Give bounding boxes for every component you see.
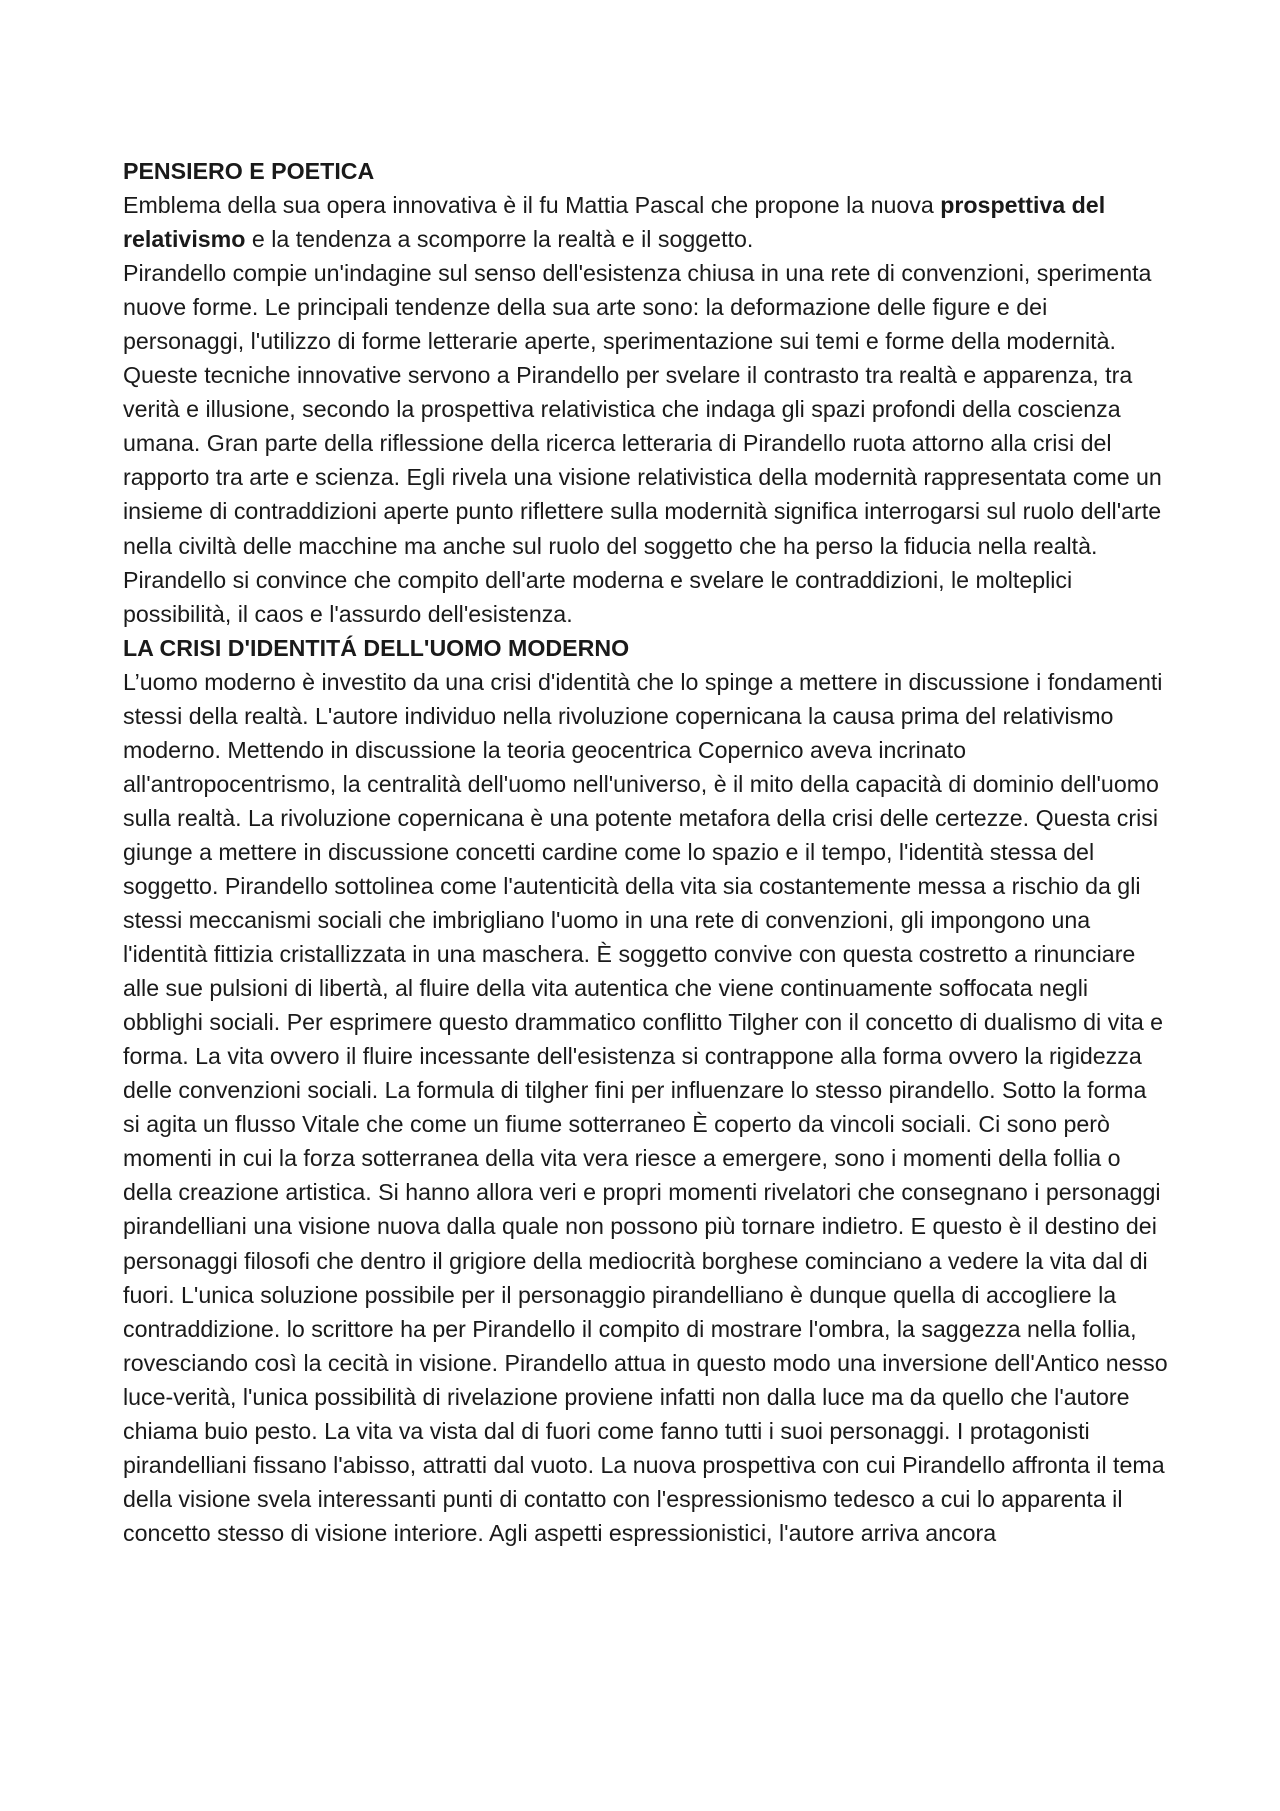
paragraph-emblema	[123, 188, 1168, 256]
paragraph-emblema-end: e la tendenza a scomporre la realtà e il soggetto.	[245, 226, 754, 253]
section-heading-pensiero-e-poetica: PENSIERO E POETICA	[123, 158, 375, 184]
paragraph-pirandello-indagine: Pirandello compie un'indagine sul senso dell'esistenza chiusa in una rete di convenzioni, sperimenta nuove forme. Le principali tendenze della sua arte sono: la deformazione delle figure e dei personaggi, l'utilizzo di forme letterarie aperte, sperimentazione sui temi e forme della modernità. Queste tecniche innovative servono a Pirandello per svelare il contrasto tra realtà e apparenza, tra verità e illusione, secondo la prospettiva relativistica che indaga gli spazi profondi della coscienza umana. Gran parte della riflessione della ricerca letteraria di Pirandello ruota attorno alla crisi del rapporto tra arte e scienza. Egli rivela una visione relativistica della modernità rappresentata come un insieme di contraddizioni aperte punto riflettere sulla modernità significa interrogarsi sul ruolo dell'arte nella civiltà delle macchine ma anche sul ruolo del soggetto che ha perso la fiducia nella realtà. Pirandello si convince che compito dell'arte moderna e svelare le contraddizioni, le molteplici possibilità, il caos e l'assurdo dell'esistenza.	[123, 260, 1162, 627]
bold-prospettiva-relativismo: prospettiva del relativismo	[123, 192, 1106, 253]
paragraph-uomo-moderno: L’uomo moderno è investito da una crisi d'identità che lo spinge a mettere in discussione i fondamenti stessi della realtà. L'autore individuo nella rivoluzione copernicana la causa prima del relativismo moderno. Mettendo in discussione la teoria geocentrica Copernico aveva incrinato all'antropocentrismo, la centralità dell'uomo nell'universo, è il mito della capacità di dominio dell'uomo sulla realtà. La rivoluzione copernicana è una potente metafora della crisi delle certezze. Questa crisi giunge a mettere in discussione concetti cardine come lo spazio e il tempo, l'identità stessa del soggetto. Pirandello sottolinea come l'autenticità della vita sia costantemente messa a rischio da gli stessi meccanismi sociali che imbrigliano l'uomo in una rete di convenzioni, gli impongono una l'identità fittizia cristallizzata in una maschera. È soggetto convive con questa costretto a rinunciare alle sue pulsioni di libertà, al fluire della vita autentica che viene continuamente soffocata negli obblighi sociali. Per esprimere questo drammatico conflitto Tilgher con il concetto di dualismo di vita e forma. La vita ovvero il fluire incessante dell'esistenza si contrappone alla forma ovvero la rigidezza delle convenzioni sociali. La formula di tilgher fini per influenzare lo stesso pirandello. Sotto la forma si agita un flusso Vitale che come un fiume sotterraneo È coperto da vincoli sociali. Ci sono però momenti in cui la forza sotterranea della vita vera riesce a emergere, sono i momenti della follia o della creazione artistica. Si hanno allora veri e propri momenti rivelatori che consegnano i personaggi pirandelliani una visione nuova dalla quale non possono più tornare indietro. E questo è il destino dei personaggi filosofi che dentro il grigiore della mediocrità borghese cominciano a vedere la vita dal di fuori. L'unica soluzione possibile per il personaggio pirandelliano è dunque quella di accogliere la contraddizione. lo scrittore ha per Pirandello il compito di mostrare l'ombra, la saggezza nella follia, rovesciando così la cecità in visione. Pirandello attua in questo modo una inversione dell'Antico nesso luce-verità, l'unica possibilità di rivelazione proviene infatti non dalla luce ma da quello che l'autore chiama buio pesto. La vita va vista dal di fuori come fanno tutti i suoi personaggi. I protagonisti pirandelliani fissano l'abisso, attratti dal vuoto. La nuova prospettiva con cui Pirandello affronta il tema della visione svela interessanti punti di contatto con l'espressionismo tedesco a cui lo apparenta il concetto stesso di visione interiore. Agli aspetti espressionistici, l'autore arriva ancora	[123, 668, 1168, 1546]
document-body	[123, 154, 1168, 1550]
paragraph-emblema-start: Emblema della sua opera innovativa è il fu Mattia Pascal che propone la nuova	[123, 192, 941, 219]
section-heading-crisi-identita: LA CRISI D'IDENTITÁ DELL'UOMO MODERNO	[123, 634, 630, 661]
